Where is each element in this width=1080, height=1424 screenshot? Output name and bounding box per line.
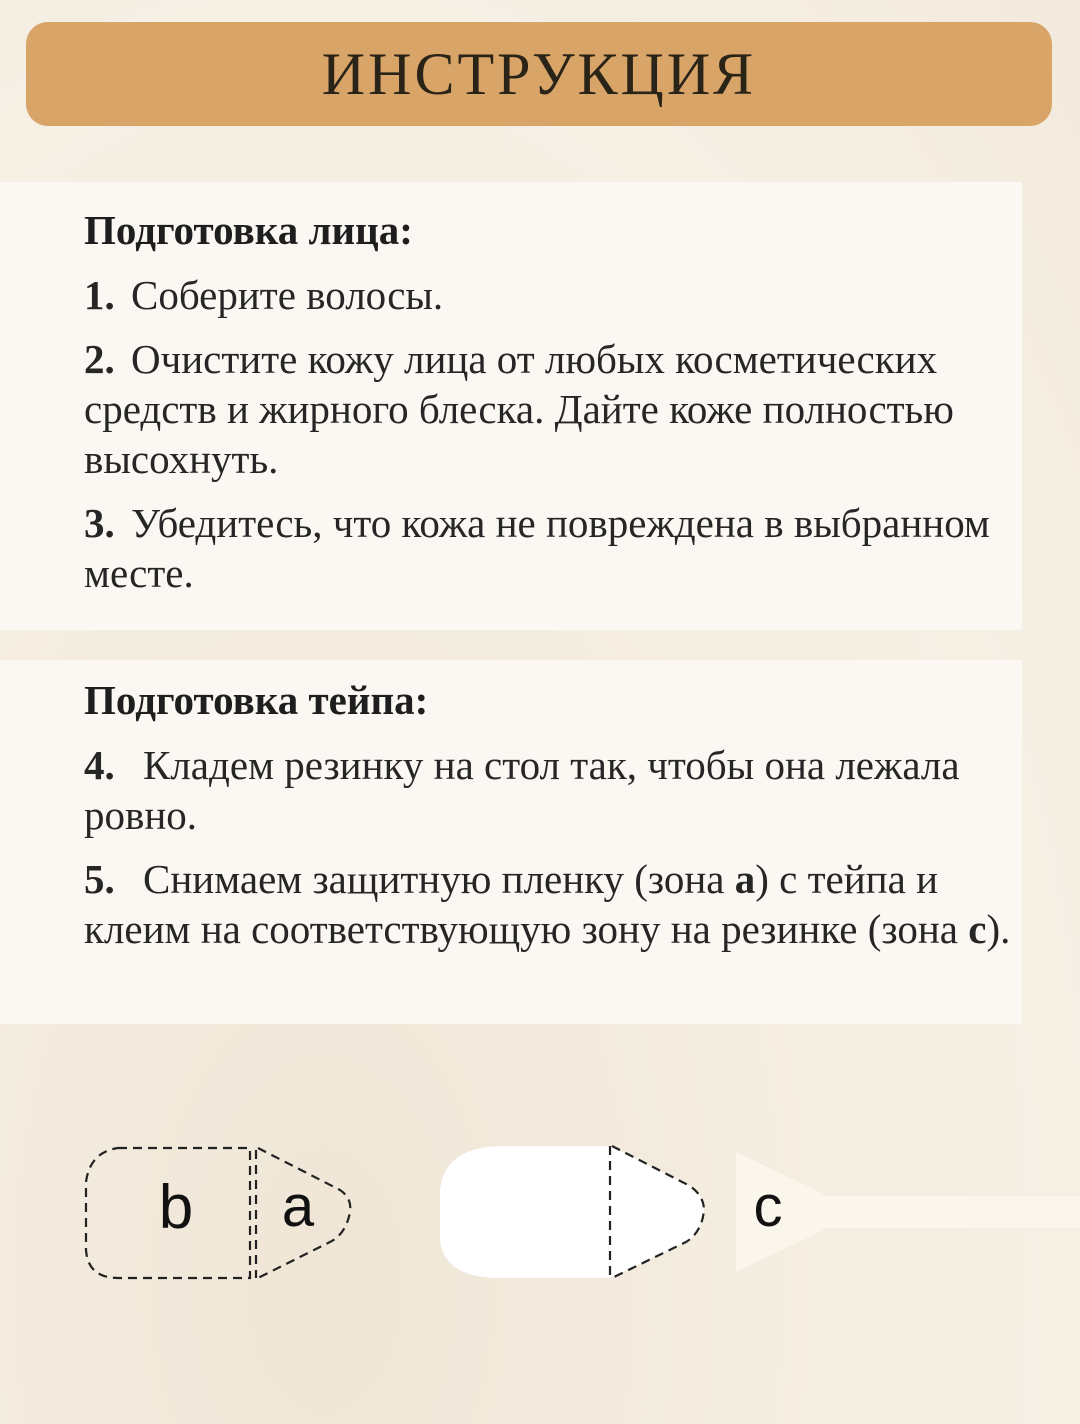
face-step-3 <box>84 498 1012 598</box>
step-text: Соберите волосы. <box>131 272 444 318</box>
page-title: ИНСТРУКЦИЯ <box>321 40 757 107</box>
zone-c-ref: с <box>968 906 987 952</box>
elastic-band <box>736 1152 1080 1272</box>
tape-step-5 <box>84 854 1012 954</box>
step-text-part: ) с тейпа и клеим на соответствующую зону на резинке (зона <box>84 856 969 952</box>
face-prep-card <box>0 182 1022 630</box>
tape-step-4 <box>84 740 1012 840</box>
zone-a-label: a <box>281 1174 315 1239</box>
step-number: 1. <box>84 272 115 318</box>
step-text: Кладем резинку на стол так, чтобы она лежала ровно. <box>84 742 960 838</box>
patch-shape <box>440 1146 704 1278</box>
title-banner <box>26 22 1052 126</box>
step-text-part: Снимаем защитную пленку (зона <box>143 856 735 902</box>
zone-c-label: c <box>753 1174 783 1239</box>
tape-diagram <box>0 1110 1080 1310</box>
tape-prep-heading: Подготовка тейпа: <box>84 677 429 723</box>
step-text: Очистите кожу лица от любых косметических средств и жирного блеска. Дайте коже полностью высохнуть. <box>84 336 954 482</box>
step-number: 3. <box>84 500 115 546</box>
zone-b-label: b <box>158 1173 194 1242</box>
face-prep-heading: Подготовка лица: <box>84 207 413 253</box>
face-step-1 <box>84 270 1012 320</box>
face-step-2 <box>84 334 1012 484</box>
zone-a-ref: а <box>734 856 756 902</box>
step-text: Убедитесь, что кожа не повреждена в выбранном месте. <box>84 500 990 596</box>
step-number: 4. <box>84 742 115 788</box>
step-number: 2. <box>84 336 115 382</box>
step-text-part: ). <box>986 906 1011 952</box>
step-number: 5. <box>84 856 115 902</box>
tape-prep-card <box>0 660 1022 1024</box>
